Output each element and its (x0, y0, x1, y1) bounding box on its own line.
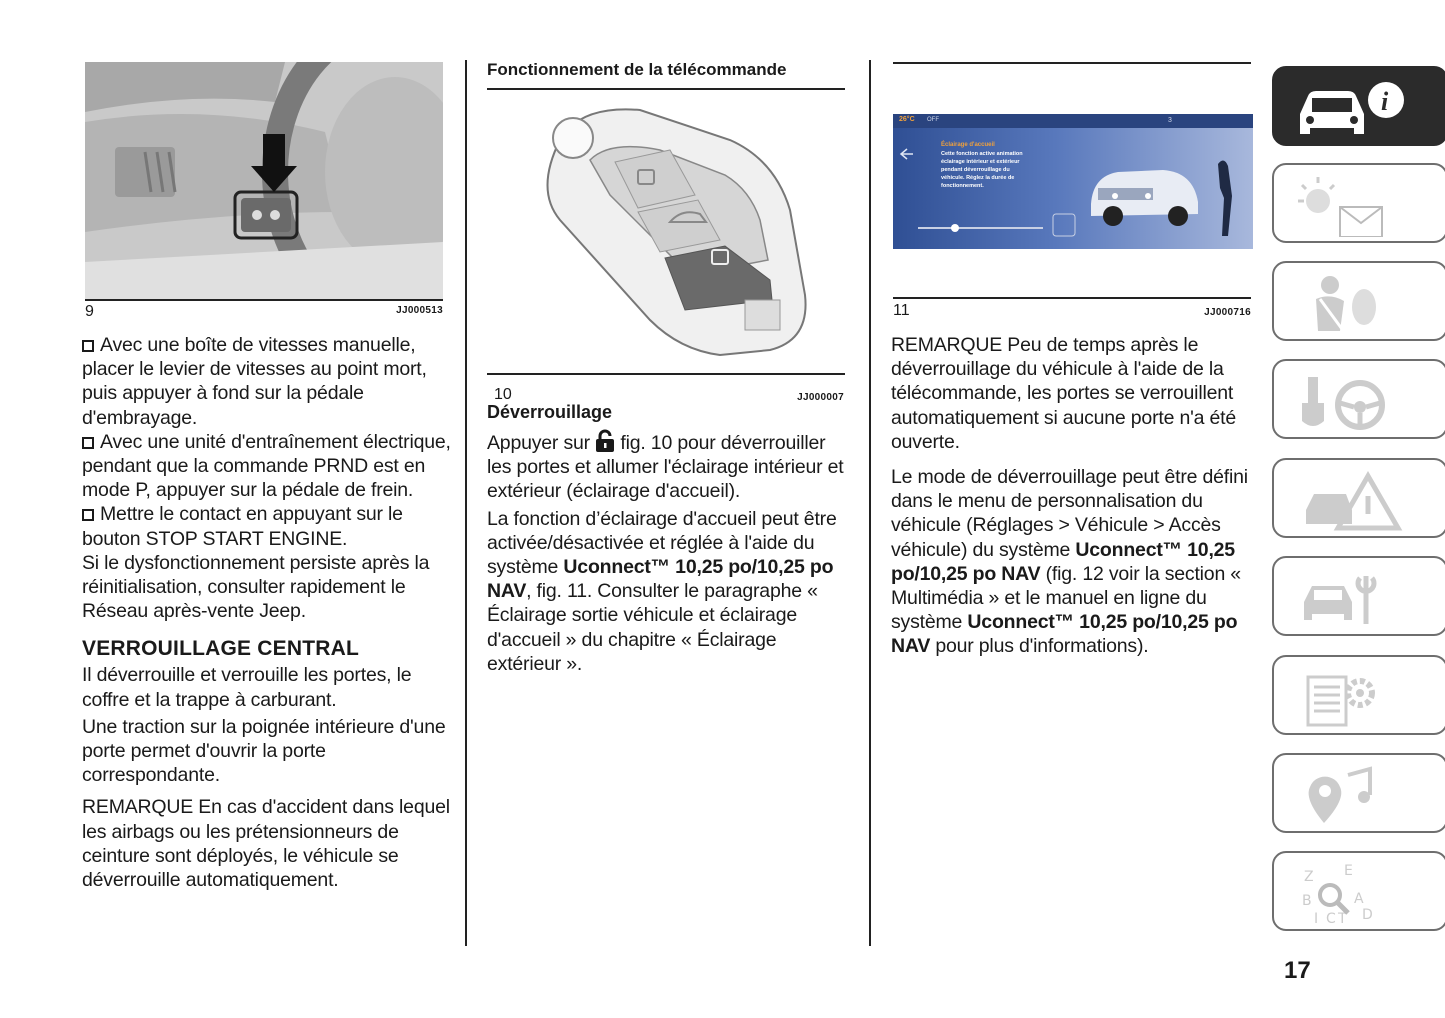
figure-number: 10 (494, 386, 512, 403)
heading-rule (487, 88, 845, 90)
tab-warning-lights[interactable] (1272, 163, 1445, 243)
screen-description: Cette fonction active animation éclairage intérieur et extérieur pendant déverrouillage du véhicule. Réglez la durée de fonctionnement. (941, 151, 1023, 189)
svg-text:T: T (1338, 911, 1347, 925)
multimedia-icon (1286, 761, 1426, 827)
svg-text:I: I (1314, 911, 1319, 925)
page-number: 17 (1284, 957, 1311, 984)
bullet-item: Mettre le contact en appuyant sur le bouton STOP START ENGINE. (82, 503, 403, 550)
tab-safety[interactable] (1272, 261, 1445, 341)
paragraph: Il déverrouille et verrouille les portes, le coffre et la trappe à carburant. (82, 664, 412, 711)
figure-9-image (85, 62, 443, 300)
paragraph: Appuyer sur fig. 10 pour déverrouiller les portes et allumer l'éclairage intérieur et extérieur (éclairage d'accueil). (487, 429, 852, 504)
column-divider-2 (869, 60, 871, 946)
svg-text:i: i (1381, 87, 1389, 116)
svg-text:B: B (1302, 893, 1312, 909)
figure-code: JJ000716 (1204, 307, 1251, 318)
figure-11-caption (893, 302, 1251, 322)
tab-starting-driving[interactable] (1272, 359, 1445, 439)
maintenance-icon (1286, 564, 1426, 630)
svg-text:D: D (1362, 907, 1373, 923)
screen-title: Éclairage d'accueil (941, 142, 995, 148)
paragraph: La fonction d’éclairage d'accueil peut être activée/désactivée et réglée à l'aide du système Uconnect™ 10,25 po/10,25 po NAV, fig. 11. Consulter le paragraphe « Éclairage sortie véhicule et éclairage d'accueil » du chapitre « Éclairage extérieur ». (487, 507, 837, 675)
figure-11-rule (893, 297, 1251, 299)
key-steering-icon (1286, 367, 1426, 433)
svg-text:A: A (1354, 891, 1364, 907)
tab-emergency[interactable] (1272, 458, 1445, 538)
column-1-text (82, 333, 452, 892)
tab-car-info[interactable] (1272, 66, 1445, 146)
tab-index[interactable] (1272, 851, 1445, 931)
svg-text:E: E (1344, 863, 1353, 879)
checkbox-bullet-icon (82, 340, 94, 352)
column-2-text (487, 402, 852, 676)
figure-9-rule (85, 299, 443, 301)
bullet-item: Avec une boîte de vitesses manuelle, placer le levier de vitesses au point mort, puis appuyer à fond sur la pédale d'embrayage. (82, 334, 427, 429)
figure-number: 11 (893, 302, 910, 319)
column-divider-1 (465, 60, 467, 946)
checkbox-bullet-icon (82, 509, 94, 521)
warning-lights-icon (1286, 171, 1426, 237)
note-paragraph: REMARQUE Peu de temps après le déverrouillage du véhicule à l'aide de la télécommande, les portes se verrouillent automatiquement si aucune porte n'a été ouverte. (891, 334, 1236, 453)
svg-text:Z: Z (1304, 869, 1314, 885)
tab-multimedia[interactable] (1272, 753, 1445, 833)
figure-11-screen (893, 114, 1253, 249)
screen-off: OFF (927, 117, 939, 123)
bullet-item: Avec une unité d'entraînement électrique, pendant que la commande PRND est en mode P, appuyer sur la pédale de frein. (82, 430, 451, 502)
figure-10-image (520, 100, 820, 370)
section-title: VERROUILLAGE CENTRAL (82, 637, 359, 661)
subheading: Déverrouillage (487, 402, 613, 422)
tab-maintenance[interactable] (1272, 556, 1445, 636)
car-info-icon (1286, 74, 1426, 140)
unlock-icon (595, 429, 615, 453)
screen-status: 3 (1168, 117, 1172, 124)
paragraph: Si le dysfonctionnement persiste après la réinitialisation, consulter rapidement le Réseau après-vente Jeep. (82, 551, 430, 623)
safety-airbag-icon (1286, 269, 1426, 335)
emergency-icon (1286, 466, 1426, 532)
figure-10-rule (487, 373, 845, 375)
column-3-text (891, 333, 1255, 659)
column-2-heading (487, 60, 845, 80)
figure-code: JJ000007 (797, 392, 844, 403)
top-rule (893, 62, 1251, 64)
figure-number: 9 (85, 303, 94, 320)
paragraph: Le mode de déverrouillage peut être défini dans le menu de personnalisation du véhicule (Réglages > Véhicule > Accès véhicule) du système Uconnect™ 10,25 po/10,25 po NAV (fig. 12 voir la section « Multimédia » et le manuel en ligne du système Uconnect™ 10,25 po/10,25 po NAV pour plus d'informations). (891, 466, 1248, 658)
checkbox-bullet-icon (82, 437, 94, 449)
svg-text:C: C (1326, 911, 1336, 925)
figure-9-caption (85, 303, 443, 323)
screen-temperature: 26°C (899, 116, 915, 123)
heading: Fonctionnement de la télécommande (487, 60, 787, 79)
tab-technical-data[interactable] (1272, 655, 1445, 735)
note-paragraph: REMARQUE En cas d'accident dans lequel les airbags ou les prétensionneurs de ceinture sont déployés, le véhicule se déverrouille automatiquement. (82, 796, 450, 892)
paragraph: Une traction sur la poignée intérieure d'une porte permet d'ouvrir la porte correspondante. (82, 715, 446, 787)
index-icon (1286, 859, 1426, 925)
figure-code: JJ000513 (396, 305, 443, 316)
technical-data-icon (1286, 663, 1426, 729)
